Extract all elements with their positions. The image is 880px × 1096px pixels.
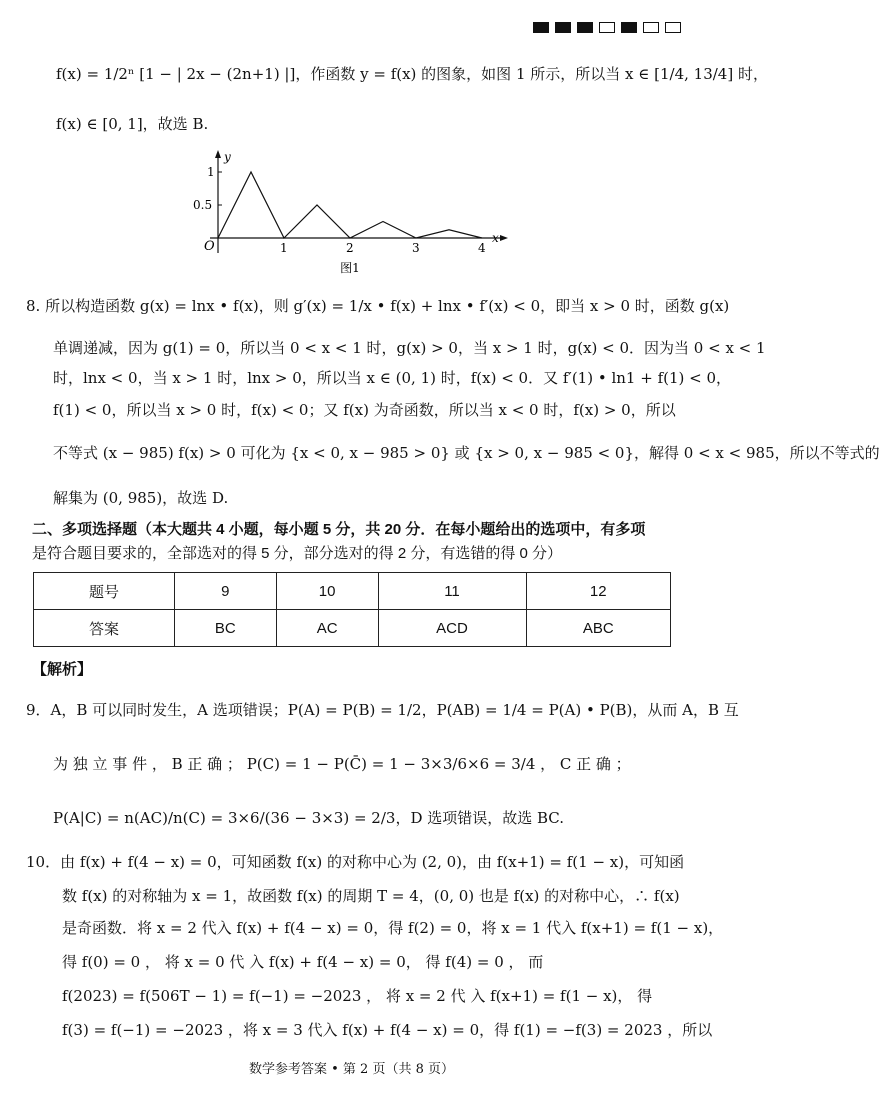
x-tick-label: 3 [412, 241, 420, 255]
text-line-1: f(x) = 1/2ⁿ [1 − | 2x − (2n+1) |]，作函数 y = f(x) 的图象，如图 1 所示，所以当 x ∈ [1/4, 13/4] 时， [56, 65, 768, 83]
text-line-10b: 数 f(x) 的对称轴为 x = 1，故函数 f(x) 的周期 T = 4，(0, 0) 也是 f(x) 的对称中心，∴ f(x) [62, 887, 680, 905]
table-cell: 9 [174, 573, 276, 610]
figure-caption: 图1 [340, 261, 360, 275]
y-tick-label: 1 [207, 165, 215, 179]
text-line-10f: f(3) = f(−1) = −2023 ，将 x = 3 代入 f(x) + f(4 − x) = 0，得 f(1) = −f(3) = 2023 ，所以 [62, 1021, 713, 1039]
page-marker-boxes [533, 22, 681, 33]
text-line-8b: 单调递减，因为 g(1) = 0，所以当 0 < x < 1 时，g(x) > 0，当 x > 1 时，g(x) < 0．因为当 0 < x < 1 [53, 339, 766, 357]
text-line-8a: 8. 所以构造函数 g(x) = lnx • f(x)，则 g′(x) = 1/x • f(x) + lnx • f′(x) < 0，即当 x > 0 时，函数 g(x) [26, 297, 730, 315]
table-cell: 10 [276, 573, 378, 610]
text-line-8d: f(1) < 0，所以当 x > 0 时，f(x) < 0；又 f(x) 为奇函数，所以当 x < 0 时，f(x) > 0，所以 [53, 401, 676, 419]
text-line-8f: 解集为 (0, 985)，故选 D. [53, 489, 229, 507]
marker-box [621, 22, 637, 33]
section-2-desc: 是符合题目要求的，全部选对的得 5 分，部分选对的得 2 分，有选错的得 0 分） [32, 545, 563, 562]
page-footer: 数学参考答案 • 第 2 页（共 8 页） [248, 1062, 454, 1077]
marker-box [599, 22, 615, 33]
section-2-heading: 二、多项选择题（本大题共 4 小题，每小题 5 分，共 20 分．在每小题给出的选项中，有多项 [32, 521, 646, 538]
text-line-10d: 得 f(0) = 0 ， 将 x = 0 代 入 f(x) + f(4 − x) = 0， 得 f(4) = 0 ， 而 [62, 953, 544, 971]
text-line-10e: f(2023) = f(506T − 1) = f(−1) = −2023 ， 将 x = 2 代 入 f(x+1) = f(1 − x)， 得 [62, 987, 653, 1005]
text-line-9c: P(A|C) = n(AC)/n(C) = 3×6/(36 − 3×3) = 2/3，D 选项错误，故选 BC. [53, 809, 565, 827]
origin-label: O [204, 239, 215, 254]
text-line-10a: 10．由 f(x) + f(4 − x) = 0，可知函数 f(x) 的对称中心为 (2, 0)，由 f(x+1) = f(1 − x)，可知函 [26, 853, 685, 871]
marker-box [665, 22, 681, 33]
text-line-2: f(x) ∈ [0, 1]，故选 B. [56, 115, 209, 133]
text-line-8c: 时，lnx < 0，当 x > 1 时，lnx > 0，所以当 x ∈ (0, 1) 时，f(x) < 0．又 f′(1) • ln1 + f(1) < 0， [53, 369, 732, 387]
marker-box [555, 22, 571, 33]
x-tick-label: 4 [478, 241, 486, 255]
plot-axes [210, 150, 508, 253]
marker-box [643, 22, 659, 33]
table-cell: 题号 [34, 573, 175, 610]
table-cell: AC [276, 610, 378, 647]
marker-box [533, 22, 549, 33]
text-line-9b: 为 独 立 事 件 ， B 正 确 ； P(C) = 1 − P(C̄) = 1 − 3×3/6×6 = 3/4 ， C 正 确 ； [53, 755, 631, 773]
x-tick-label: 1 [280, 241, 288, 255]
table-cell: 12 [526, 573, 671, 610]
y-tick-label: 0.5 [193, 198, 213, 212]
answer-table [33, 572, 671, 647]
text-line-10c: 是奇函数．将 x = 2 代入 f(x) + f(4 − x) = 0，得 f(2) = 0，将 x = 1 代入 f(x+1) = f(1 − x)， [62, 919, 724, 937]
figure-1-plot [190, 148, 520, 278]
table-row [34, 573, 671, 610]
table-cell: 11 [378, 573, 526, 610]
marker-box [577, 22, 593, 33]
analysis-heading: 【解析】 [32, 661, 93, 678]
table-row [34, 610, 671, 647]
table-cell: ACD [378, 610, 526, 647]
function-curve [218, 172, 482, 238]
table-cell: BC [174, 610, 276, 647]
table-cell: ABC [526, 610, 671, 647]
x-axis-label: x [492, 231, 499, 245]
y-axis-label: y [224, 150, 231, 164]
table-cell: 答案 [34, 610, 175, 647]
text-line-9a: 9．A，B 可以同时发生，A 选项错误；P(A) = P(B) = 1/2，P(AB) = 1/4 = P(A) • P(B)，从而 A，B 互 [26, 701, 739, 719]
text-line-8e: 不等式 (x − 985) f(x) > 0 可化为 {x < 0, x − 985 > 0} 或 {x > 0, x − 985 < 0}，解得 0 < x < 985，所以不等式的 [53, 444, 880, 462]
x-tick-label: 2 [346, 241, 354, 255]
